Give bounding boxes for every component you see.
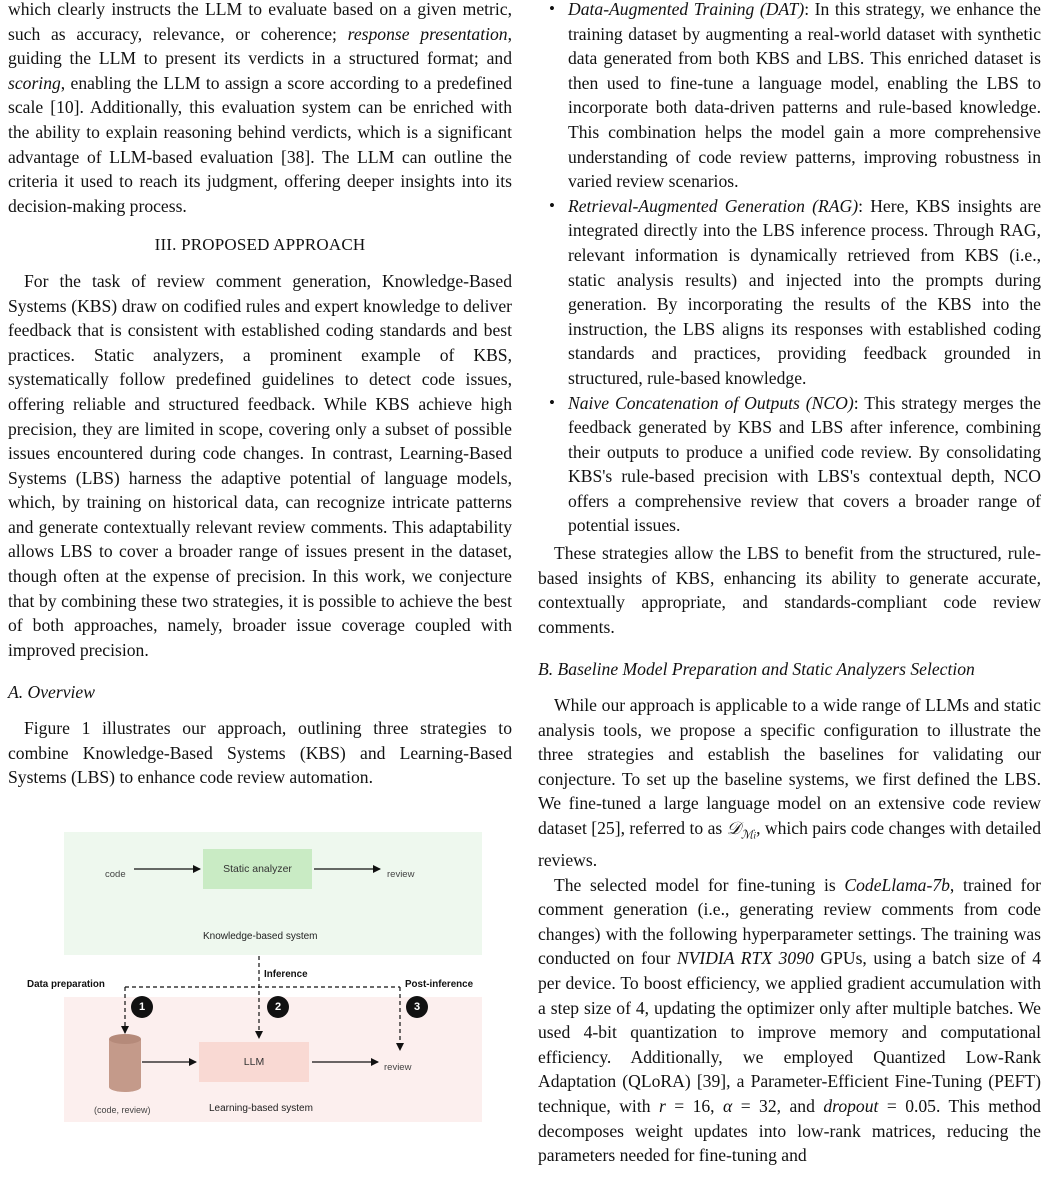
paragraph-llm-evaluation: which clearly instructs the LLM to evaluate based on a given metric, such as accuracy, relevance, or coherence; response presentation, guiding the LLM to present its verdicts in a structured format; and scoring, enabling the LLM to assign a score according to a predefined scale [10]. Additionally, this evaluation system can be enriched with the ability to explain reasoning behind verdicts, which is a significant advantage of LLM-based evaluation [38]. The LLM can outline the criteria it used to reach its judgment, offering deeper insights into its decision-making process. xyxy=(8,0,512,216)
subsection-heading-baseline: B. Baseline Model Preparation and Static Analyzers Selection xyxy=(538,659,975,680)
label-review-kbs: review xyxy=(387,868,415,880)
section-number: III. xyxy=(154,235,177,255)
llm-box: LLM xyxy=(199,1042,309,1082)
step-1-badge: 1 xyxy=(131,996,153,1018)
label-code: code xyxy=(105,868,126,880)
database-cylinder-icon xyxy=(109,1034,141,1092)
figure-approach-diagram xyxy=(27,832,482,1122)
step-2-badge: 2 xyxy=(267,996,289,1018)
label-dataset: (code, review) xyxy=(94,1104,151,1115)
strategy-item-rag: • Retrieval-Augmented Generation (RAG): Here, KBS insights are integrated directly into the LBS inference process. Through RAG, relevant information is dynamically retrieved from KBS (i.e., static analysis results) and injected into the prompts during generation. By incorporating the results of the KBS into the instruction, the LBS aligns its responses with established coding standards and practices, providing feedback grounded in structured, rule-based knowledge. xyxy=(538,194,1041,391)
label-post-inference: Post-inference xyxy=(405,978,474,990)
paragraph-strategies-summary: These strategies allow the LBS to benefit from the structured, rule-based insights of KBS, enhancing its ability to generate accurate, contextually appropriate, and standards-compliant code review comments. xyxy=(538,543,1041,637)
paragraph-proposed-approach: For the task of review comment generation, Knowledge-Based Systems (KBS) draw on codified rules and expert knowledge to deliver feedback that is consistent with established coding standards and best practices. Static analyzers, a prominent example of KBS, systematically follow predefined guidelines to detect code issues, offering reliable and structured feedback. While KBS achieve high precision, they are limited in scope, covering only a subset of possible issues encountered during code changes. In contrast, Learning-Based Systems (LBS) harness the adaptive potential of language models, which, by training on historical data, can recognize intricate patterns and generate contextually relevant review comments. This adaptability allows LBS to cover a broader range of issues present in the dataset, though often at the expense of precision. In this work, we conjecture that by combining these two strategies, it is possible to achieve the best of both approaches, namely, broader issue coverage coupled with improved precision. xyxy=(8,270,512,660)
label-data-preparation: Data preparation xyxy=(27,978,105,990)
caption-lbs: Learning-based system xyxy=(209,1102,313,1114)
static-analyzer-box: Static analyzer xyxy=(203,849,312,889)
section-title: PROPOSED APPROACH xyxy=(181,235,366,255)
strategy-list xyxy=(538,0,1041,538)
paragraph-overview: Figure 1 illustrates our approach, outlining three strategies to combine Knowledge-Based Systems (KBS) and Learning-Based Systems (LBS) to enhance code review automation. xyxy=(8,718,512,788)
section-heading-proposed-approach xyxy=(8,233,512,258)
subsection-heading-overview: A. Overview xyxy=(8,682,95,703)
right-column xyxy=(538,0,1041,1168)
left-column xyxy=(8,0,512,1122)
caption-kbs: Knowledge-based system xyxy=(203,930,318,942)
label-review-lbs: review xyxy=(384,1061,412,1073)
paragraph-model-selection: The selected model for fine-tuning is CodeLlama-7b, trained for comment generation (i.e., generating review comments from code changes) with the following hyperparameter settings. The training was conducted on four NVIDIA RTX 3090 GPUs, using a batch size of 4 per device. To boost efficiency, we applied gradient accumulation with a step size of 4, updating the optimizer only after multiple batches. We used 4-bit quantization to improve memory and computational efficiency. Additionally, we employed Quantized Low-Rank Adaptation (QLoRA) [39], a Parameter-Efficient Fine-Tuning (PEFT) technique, with r = 16, α = 32, and dropout = 0.05. This method decomposes weight updates into low-rank matrices, reducing the parameters needed for fine-tuning and xyxy=(538,874,1041,1166)
strategy-item-nco: • Naive Concatenation of Outputs (NCO): This strategy merges the feedback generated by KBS and LBS after inference, combining their outputs to produce a unified code review. By consolidating KBS's rule-based precision with LBS's contextual depth, NCO offers a comprehensive review that covers a broader range of potential issues. xyxy=(538,391,1041,539)
paragraph-baseline-preparation: While our approach is applicable to a wide range of LLMs and static analysis tools, we propose a specific configuration to illustrate the three strategies and establish the baselines for validating our conjecture. To set up the baseline systems, we first defined the LBS. We fine-tuned a large language model on an extensive code review dataset [25], referred to as 𝒟$_{ℳi}$, which pairs code changes with detailed reviews. xyxy=(538,695,1041,871)
strategy-item-dat: • Data-Augmented Training (DAT): In this strategy, we enhance the training dataset by augmenting a real-world dataset with synthetic data generated from both KBS and LBS. This enriched dataset is then used to fine-tune a language model, enabling the LBS to incorporate both data-driven patterns and rule-based knowledge. This combination helps the model gain a more comprehensive understanding of code review patterns, improving robustness in varied review scenarios. xyxy=(538,0,1041,194)
label-inference: Inference xyxy=(264,968,308,980)
step-3-badge: 3 xyxy=(406,996,428,1018)
